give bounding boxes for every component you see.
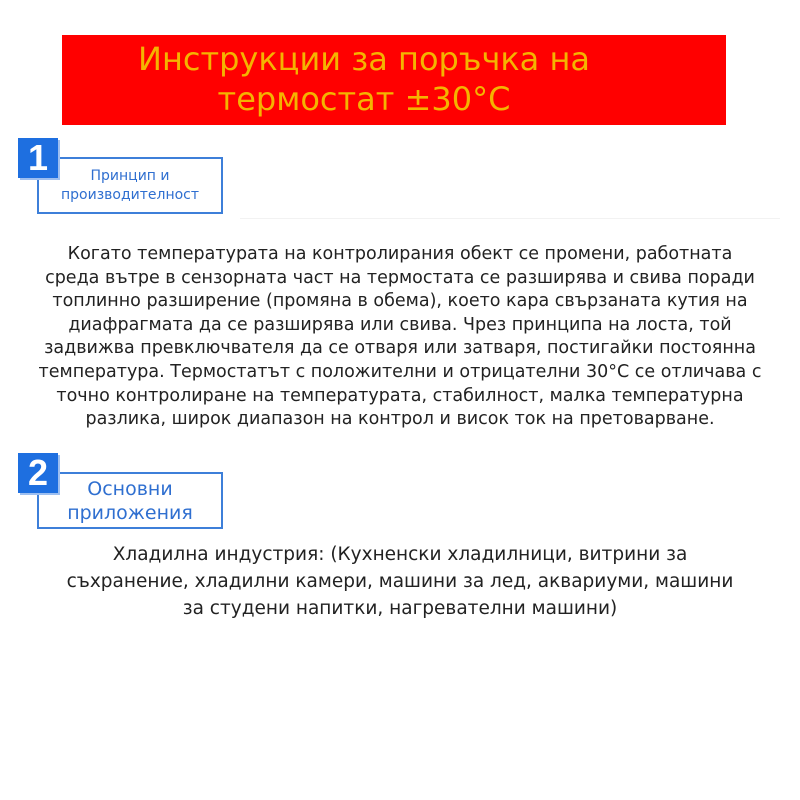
section-2-body-line: Хладилна индустрия: (Кухненски хладилници, витрини за [112,544,688,565]
divider [240,218,780,219]
section-2-label-box [37,472,223,529]
title-banner [62,35,726,125]
section-2-number-badge: 2 [18,453,58,493]
section-1-label-box [37,157,223,214]
title-line-1: Инструкции за поръчка на [138,40,590,78]
section-1-body-line: диафрагмата да се разширява или свива. Чрез принципа на лоста, той [68,314,732,335]
section-1-body-line: задвижва превключвателя да се отваря или затваря, постигайки постоянна [44,338,756,359]
section-1-body-line: среда вътре в сензорната част на термостата се разширява и свива поради [45,267,755,288]
section-2-label-line-1: Основни [87,477,173,500]
section-2-header [18,453,228,533]
section-2-body [0,541,800,622]
section-2-body-line: за студени напитки, нагревателни машини) [182,598,618,619]
section-1-label-line-1: Принцип и [90,167,170,184]
section-1-body-line: топлинно разширение (промяна в обема), което кара свързаната кутия на [52,291,748,312]
section-1-body-line: температура. Термостатът с положителни и отрицателни 30°C се отличава с [38,361,762,382]
section-2-label-line-2: приложения [67,501,193,524]
title-line-2: термостат ±30°C [217,80,511,118]
section-1-body-line: Когато температурата на контролирания обект се промени, работната [67,244,733,264]
section-1-number-badge: 1 [18,138,58,178]
section-1-body-line: точно контролиране на температурата, стабилност, малка температурна [56,385,744,406]
section-2-body-line: съхранение, хладилни камери, машини за лед, аквариуми, машини [66,571,734,592]
section-1-header [18,138,228,218]
section-1-body-line: разлика, широк диапазон на контрол и висок ток на претоварване. [85,409,715,430]
section-1-label-line-2: производителност [60,186,200,203]
section-1-body [0,243,800,432]
